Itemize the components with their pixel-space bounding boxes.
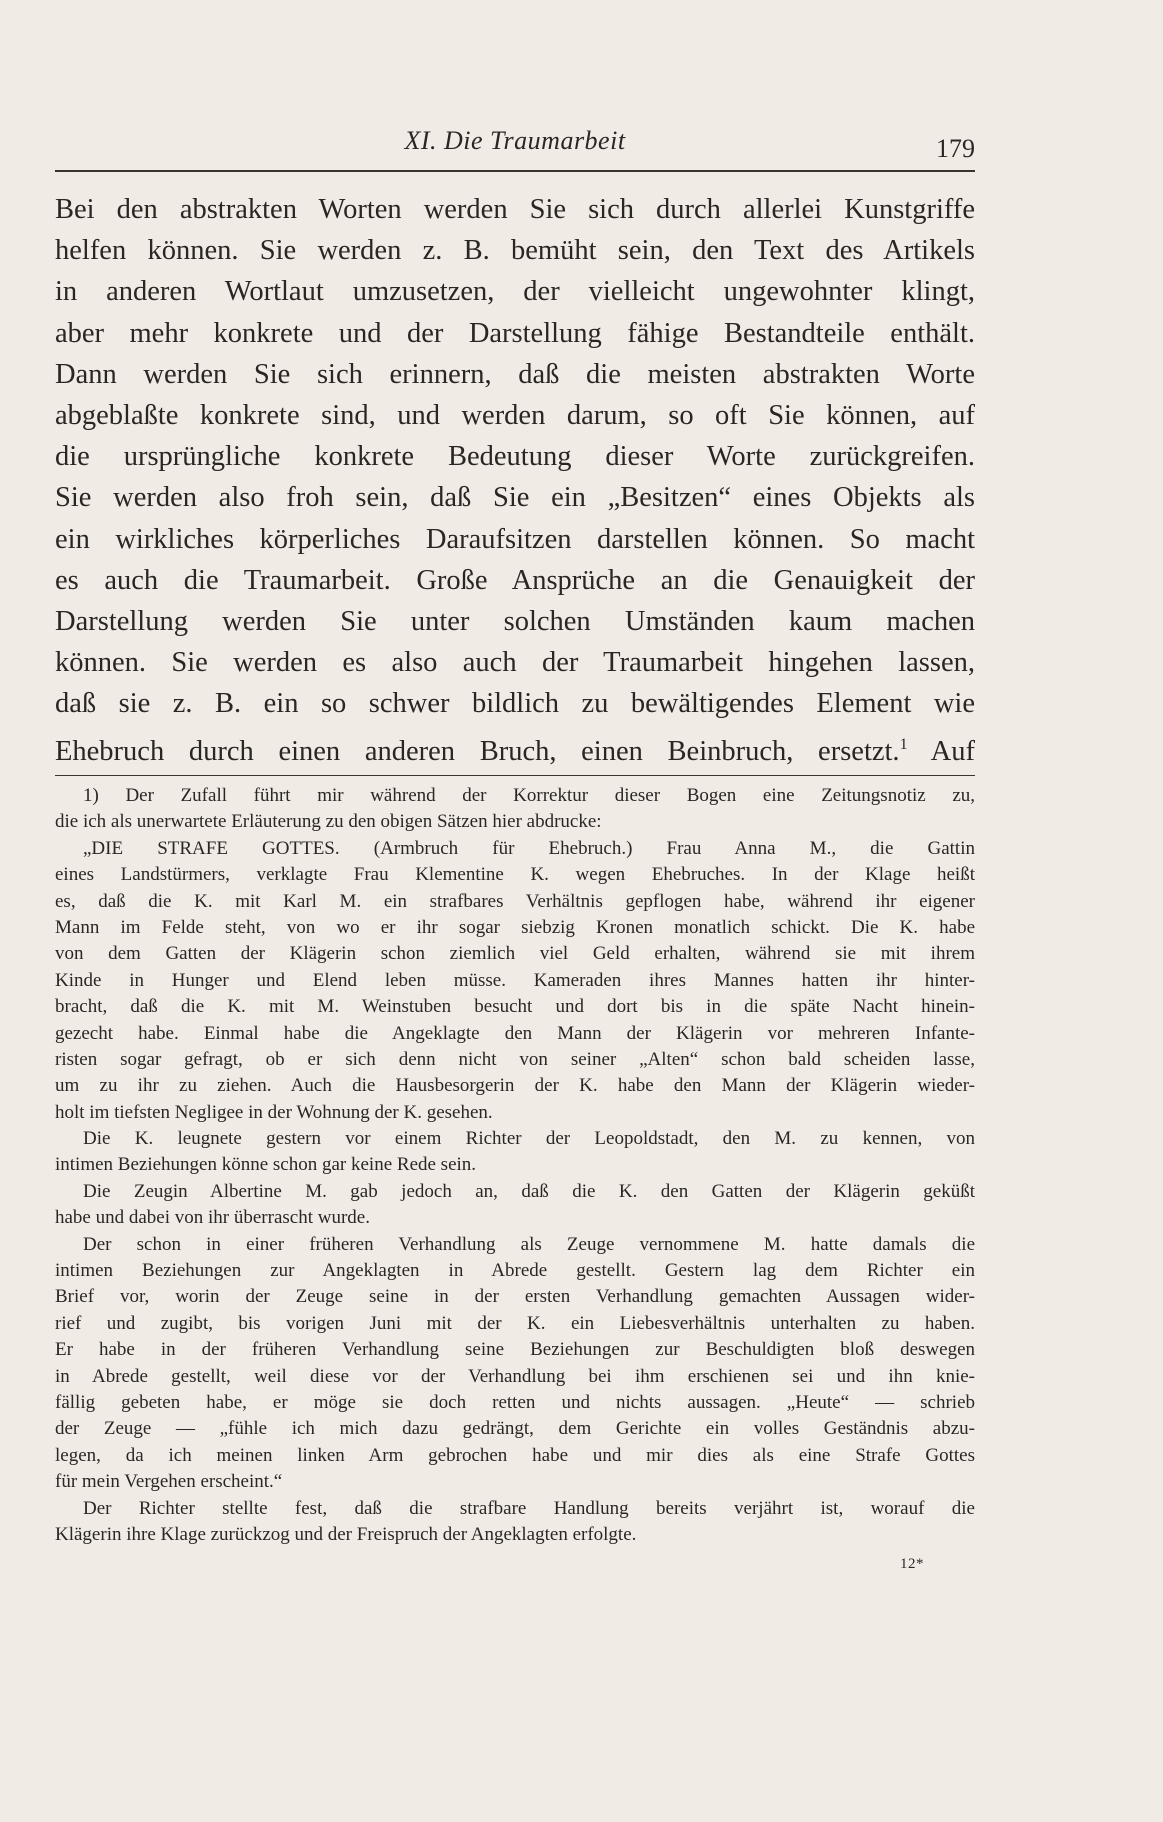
footnote-line: Der schon in einer früheren Verhandlung als Zeuge vernommene M. hatte damals die bbox=[83, 1233, 975, 1255]
main-text bbox=[55, 189, 975, 766]
main-text-line: die ursprüngliche konkrete Bedeutung dieser Worte zurückgreifen. bbox=[55, 441, 975, 473]
footnote-line: habe und dabei von ihr überrascht wurde. bbox=[55, 1207, 370, 1229]
footnote-line: gezecht habe. Einmal habe die Angeklagte den Mann der Klägerin vor mehreren Infante- bbox=[55, 1022, 975, 1044]
footnote-line: holt im tiefsten Negligee in der Wohnung der K. gesehen. bbox=[55, 1101, 493, 1123]
header-rule bbox=[55, 170, 975, 172]
main-text-line: Bei den abstrakten Worten werden Sie sich durch allerlei Kunstgriffe bbox=[55, 194, 975, 225]
page-number: 179 bbox=[936, 134, 975, 163]
signature-mark: 12* bbox=[900, 1556, 924, 1572]
footnote-line: intimen Beziehungen zur Angeklagten in Abrede gestellt. Gestern lag dem Richter ein bbox=[55, 1260, 975, 1282]
footnote-line: die ich als unerwartete Erläuterung zu den obigen Sätzen hier abdrucke: bbox=[55, 811, 602, 833]
footnote-line: Brief vor, worin der Zeuge seine in der ersten Verhandlung gemachten Aussagen wider- bbox=[55, 1286, 975, 1308]
main-text-line: abgeblaßte konkrete sind, und werden darum, so oft Sie können, auf bbox=[55, 399, 975, 431]
footnote-line: intimen Beziehungen könne schon gar keine Rede sein. bbox=[55, 1154, 477, 1176]
main-text-line-tail: Auf bbox=[930, 736, 975, 768]
page-header bbox=[55, 122, 975, 162]
main-text-line: aber mehr konkrete und der Darstellung fähige Bestandteile enthält. bbox=[55, 317, 975, 349]
main-text-line: helfen können. Sie werden z. B. bemüht sein, den Text des Artikels bbox=[55, 235, 975, 267]
footnote-line: für mein Vergehen erscheint.“ bbox=[55, 1471, 283, 1493]
footnote-line: fällig gebeten habe, er möge sie doch retten und nichts aussagen. „Heute“ — schrieb bbox=[55, 1391, 975, 1413]
footnote-line: Kinde in Hunger und Elend leben müsse. Kameraden ihres Mannes hatten ihr hinter- bbox=[55, 969, 975, 991]
footnote-line: 1) Der Zufall führt mir während der Korrektur dieser Bogen eine Zeitungsnotiz zu, bbox=[83, 785, 975, 806]
main-text-line: ein wirkliches körperliches Daraufsitzen darstellen können. So macht bbox=[55, 523, 975, 555]
footnote-block bbox=[55, 783, 975, 1548]
footnote-rule bbox=[55, 775, 975, 776]
footnote-line: von dem Gatten der Klägerin schon ziemlich viel Geld erhalten, während sie mit ihrem bbox=[55, 943, 975, 965]
footnote-line: legen, da ich meinen linken Arm gebrochen habe und mir dies als eine Strafe Gottes bbox=[55, 1444, 975, 1466]
footnote-line: in Abrede gestellt, weil diese vor der Verhandlung bei ihm erschienen sei und ihn knie- bbox=[55, 1365, 975, 1387]
footnote-line: rief und zugibt, bis vorigen Juni mit der K. ein Liebesverhältnis unterhalten zu haben. bbox=[55, 1312, 975, 1334]
footnote-line: Klägerin ihre Klage zurückzog und der Freispruch der Angeklagten erfolgte. bbox=[55, 1523, 637, 1545]
main-text-line: Sie werden also froh sein, daß Sie ein „Besitzen“ eines Objekts als bbox=[55, 482, 975, 514]
footnote-line: Die Zeugin Albertine M. gab jedoch an, daß die K. den Gatten der Klägerin geküßt bbox=[83, 1180, 975, 1202]
main-text-line-last bbox=[55, 724, 975, 768]
main-text-line: können. Sie werden es also auch der Traumarbeit hingehen lassen, bbox=[55, 647, 975, 679]
footnote-line: bracht, daß die K. mit M. Weinstuben besucht und dort bis in die späte Nacht hinein- bbox=[55, 996, 975, 1018]
footnote-line: Der Richter stellte fest, daß die strafbare Handlung bereits verjährt ist, worauf die bbox=[83, 1497, 975, 1519]
main-text-line: es auch die Traumarbeit. Große Ansprüche an die Genauigkeit der bbox=[55, 564, 975, 596]
main-text-line-body: Ehebruch durch einen anderen Bruch, einen Beinbruch, ersetzt. bbox=[55, 736, 900, 768]
footnote-line: um zu ihr zu ziehen. Auch die Hausbesorgerin der K. habe den Mann der Klägerin wieder- bbox=[55, 1075, 975, 1097]
main-text-line: daß sie z. B. ein so schwer bildlich zu bewältigendes Element wie bbox=[55, 688, 975, 720]
footnote-line: eines Landstürmers, verklagte Frau Klementine K. wegen Ehebruches. In der Klage heißt bbox=[55, 864, 975, 886]
main-text-line: in anderen Wortlaut umzusetzen, der vielleicht ungewohnter klingt, bbox=[55, 276, 975, 308]
footnote-line: Mann im Felde steht, von wo er ihr sogar siebzig Kronen monatlich schickt. Die K. habe bbox=[55, 916, 975, 938]
main-text-line: Darstellung werden Sie unter solchen Umständen kaum machen bbox=[55, 605, 975, 637]
main-text-line: Dann werden Sie sich erinnern, daß die meisten abstrakten Worte bbox=[55, 358, 975, 390]
footnote-line: risten sogar gefragt, ob er sich denn nicht von seiner „Alten“ schon bald scheiden lasse, bbox=[55, 1048, 975, 1070]
footnote-line: „DIE STRAFE GOTTES. (Armbruch für Ehebruch.) Frau Anna M., die Gattin bbox=[83, 837, 975, 859]
footnote-line: es, daß die K. mit Karl M. ein strafbares Verhältnis gepflogen habe, während ihr eigener bbox=[55, 890, 975, 912]
footnote-line: Die K. leugnete gestern vor einem Richter der Leopoldstadt, den M. zu kennen, von bbox=[83, 1128, 975, 1150]
footnote-marker[interactable]: 1 bbox=[899, 736, 908, 754]
running-title: XI. Die Traumarbeit bbox=[404, 126, 626, 155]
footnote-line: Er habe in der früheren Verhandlung seine Beziehungen zur Beschuldigten bloß deswegen bbox=[55, 1339, 975, 1361]
footnote-line: der Zeuge — „fühle ich mich dazu gedrängt, dem Gerichte ein volles Geständnis abzu- bbox=[55, 1418, 975, 1440]
